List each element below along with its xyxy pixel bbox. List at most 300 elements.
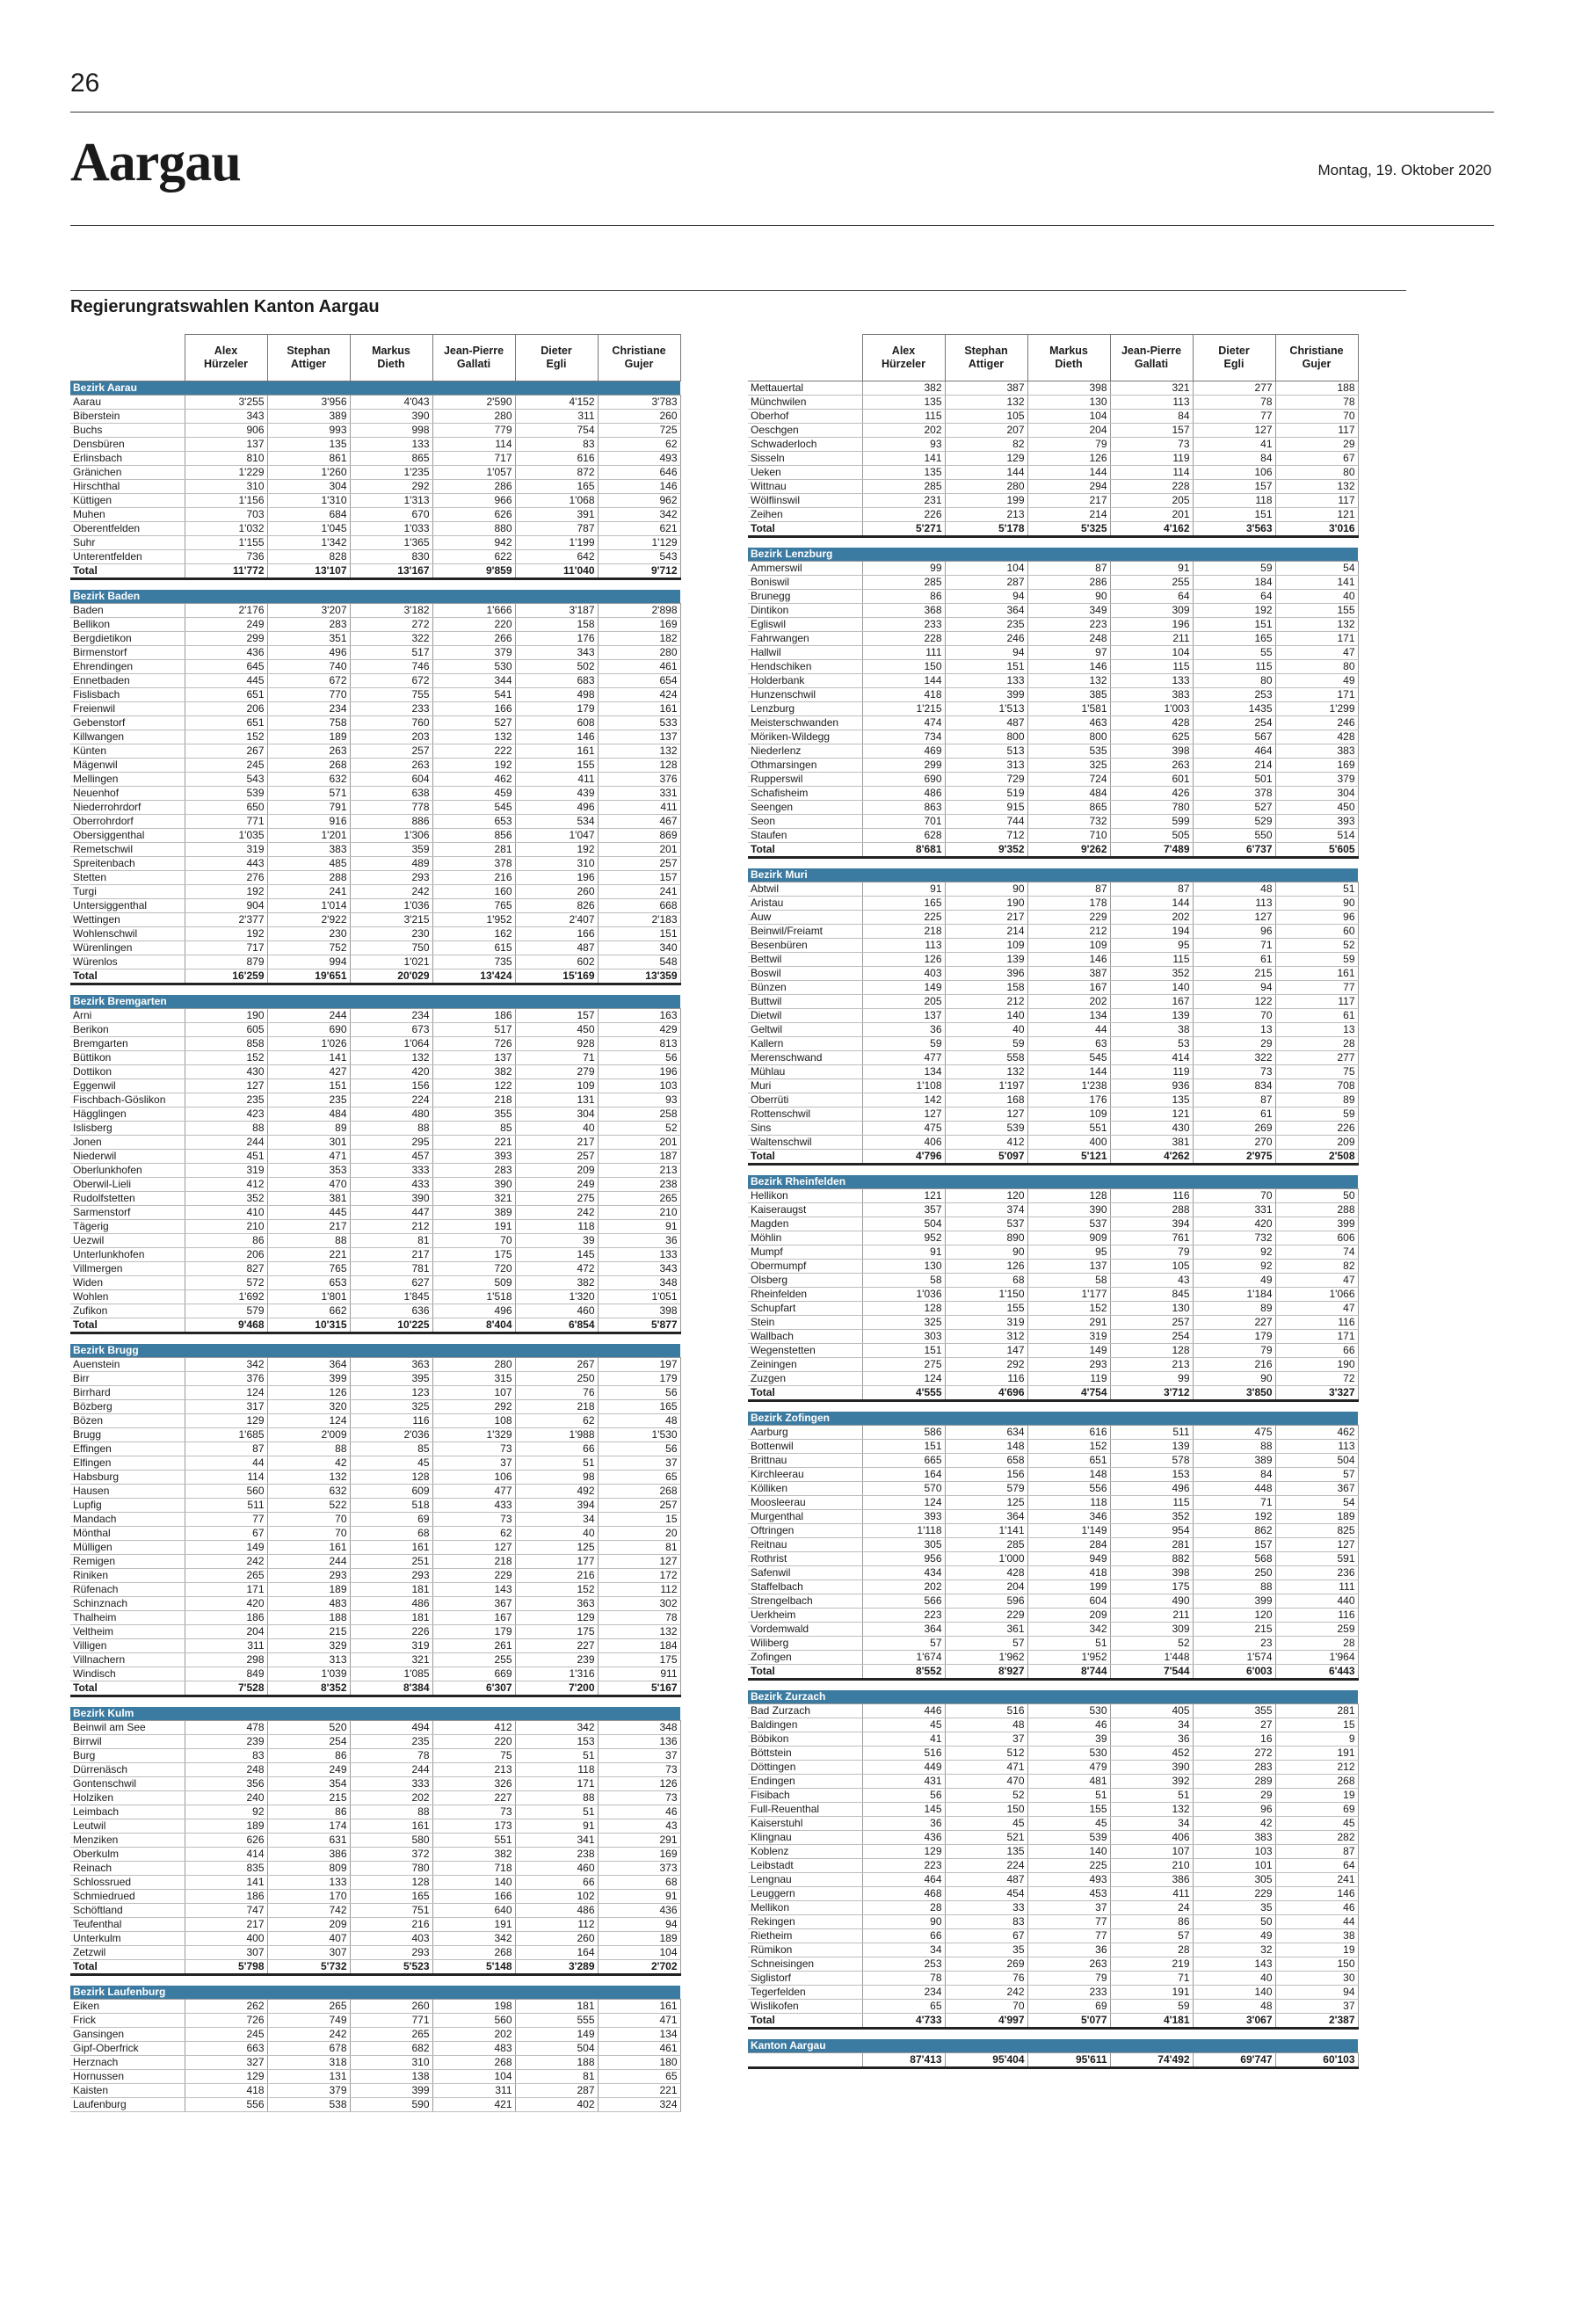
municipality-row <box>748 953 1358 967</box>
vote-count: 1'108 <box>862 1079 945 1093</box>
vote-count: 288 <box>1275 1203 1358 1217</box>
vote-count: 149 <box>515 2028 598 2042</box>
vote-count: 239 <box>185 1735 267 1749</box>
municipality-name: Uezwil <box>70 1234 185 1248</box>
vote-count: 160 <box>432 885 515 899</box>
vote-count: 91 <box>598 1890 680 1904</box>
municipality-name: Othmarsingen <box>748 759 862 773</box>
vote-count: 265 <box>598 1192 680 1206</box>
vote-count: 116 <box>1275 1316 1358 1330</box>
vote-count: 137 <box>1027 1260 1110 1274</box>
vote-count: 148 <box>1027 1468 1110 1482</box>
municipality-row <box>748 1260 1358 1274</box>
vote-count: 140 <box>1027 1845 1110 1859</box>
municipality-row <box>748 1454 1358 1468</box>
vote-count: 353 <box>267 1164 350 1178</box>
vote-count: 235 <box>185 1093 267 1108</box>
vote-count: 1'032 <box>185 522 267 536</box>
municipality-row <box>70 1164 680 1178</box>
vote-count: 1'238 <box>1027 1079 1110 1093</box>
vote-count: 87 <box>1110 882 1193 897</box>
vote-count: 517 <box>350 646 432 660</box>
vote-count: 303 <box>862 1330 945 1344</box>
municipality-name: Stein <box>748 1316 862 1330</box>
vote-count: 49 <box>1275 674 1358 688</box>
municipality-name: Siglistorf <box>748 1972 862 1986</box>
vote-count: 754 <box>515 424 598 438</box>
municipality-name: Küttigen <box>70 494 185 508</box>
vote-count: 2'407 <box>515 913 598 927</box>
municipality-name: Mellikon <box>748 1901 862 1915</box>
municipality-name: Obersiggenthal <box>70 829 185 843</box>
vote-count: 484 <box>1027 787 1110 801</box>
vote-count: 427 <box>267 1065 350 1079</box>
vote-count: 153 <box>515 1735 598 1749</box>
vote-count: 638 <box>350 787 432 801</box>
vote-count: 605 <box>185 1023 267 1037</box>
vote-count: 472 <box>515 1262 598 1276</box>
vote-count: 163 <box>598 1009 680 1023</box>
vote-count: 318 <box>267 2056 350 2070</box>
municipality-row <box>70 1290 680 1304</box>
vote-count: 82 <box>945 438 1027 452</box>
total-votes: 9'352 <box>945 843 1027 858</box>
municipality-row <box>70 466 680 480</box>
vote-count: 223 <box>862 1859 945 1873</box>
vote-count: 242 <box>350 885 432 899</box>
vote-count: 104 <box>945 562 1027 576</box>
vote-count: 752 <box>267 941 350 955</box>
municipality-row <box>748 1943 1358 1957</box>
vote-count: 551 <box>432 1834 515 1848</box>
vote-count: 246 <box>1275 716 1358 730</box>
vote-count: 1'036 <box>350 899 432 913</box>
vote-count: 85 <box>432 1122 515 1136</box>
vote-count: 342 <box>432 1932 515 1946</box>
municipality-name: Unterentfelden <box>70 550 185 564</box>
municipality-name: Seon <box>748 815 862 829</box>
vote-count: 148 <box>945 1440 1027 1454</box>
municipality-row <box>70 1414 680 1428</box>
vote-count: 712 <box>945 829 1027 843</box>
vote-count: 52 <box>1110 1637 1193 1651</box>
vote-count: 448 <box>1193 1482 1275 1496</box>
vote-count: 71 <box>1110 1972 1193 1986</box>
vote-count: 204 <box>945 1580 1027 1594</box>
municipality-name: Auw <box>748 911 862 925</box>
municipality-row <box>70 1234 680 1248</box>
vote-count: 143 <box>432 1583 515 1597</box>
municipality-row <box>748 1704 1358 1718</box>
vote-count: 178 <box>1027 897 1110 911</box>
vote-count: 189 <box>598 1932 680 1946</box>
vote-count: 151 <box>598 927 680 941</box>
vote-count: 333 <box>350 1777 432 1791</box>
municipality-row <box>748 1023 1358 1037</box>
candidate-header <box>1193 335 1275 381</box>
vote-count: 155 <box>945 1302 1027 1316</box>
vote-count: 501 <box>1193 773 1275 787</box>
vote-count: 591 <box>1275 1552 1358 1566</box>
total-row <box>748 2014 1358 2029</box>
vote-count: 257 <box>598 1499 680 1513</box>
vote-count: 51 <box>1110 1789 1193 1803</box>
vote-count: 504 <box>515 2042 598 2056</box>
total-votes: 3'016 <box>1275 522 1358 537</box>
vote-count: 590 <box>350 2098 432 2112</box>
municipality-row <box>70 1513 680 1527</box>
vote-count: 224 <box>350 1093 432 1108</box>
municipality-name: Gebenstorf <box>70 716 185 730</box>
vote-count: 299 <box>185 632 267 646</box>
vote-count: 59 <box>1275 953 1358 967</box>
municipality-row <box>748 1552 1358 1566</box>
municipality-name: Zuzgen <box>748 1372 862 1386</box>
municipality-name: Büttikon <box>70 1051 185 1065</box>
vote-count: 124 <box>862 1372 945 1386</box>
vote-count: 151 <box>1193 618 1275 632</box>
municipality-row <box>748 897 1358 911</box>
vote-count: 325 <box>350 1400 432 1414</box>
vote-count: 512 <box>945 1747 1027 1761</box>
vote-count: 718 <box>432 1862 515 1876</box>
municipality-row <box>748 829 1358 843</box>
vote-count: 703 <box>185 508 267 522</box>
vote-count: 186 <box>185 1890 267 1904</box>
total-votes: 4'733 <box>862 2014 945 2029</box>
vote-count: 61 <box>1193 953 1275 967</box>
municipality-name: Elfingen <box>70 1456 185 1471</box>
vote-count: 307 <box>185 1946 267 1960</box>
total-votes: 69'747 <box>1193 2053 1275 2068</box>
vote-count: 56 <box>598 1051 680 1065</box>
vote-count: 383 <box>1275 744 1358 759</box>
municipality-row <box>70 1555 680 1569</box>
vote-count: 710 <box>1027 829 1110 843</box>
vote-count: 771 <box>350 2014 432 2028</box>
municipality-row <box>70 1527 680 1541</box>
vote-count: 68 <box>350 1527 432 1541</box>
vote-count: 218 <box>862 925 945 939</box>
vote-count: 865 <box>350 452 432 466</box>
vote-count: 861 <box>267 452 350 466</box>
vote-count: 1'064 <box>350 1037 432 1051</box>
vote-count: 1'952 <box>1027 1651 1110 1665</box>
vote-count: 555 <box>515 2014 598 2028</box>
vote-count: 57 <box>1275 1468 1358 1482</box>
vote-count: 333 <box>350 1164 432 1178</box>
total-row <box>70 1681 680 1696</box>
vote-count: 217 <box>267 1220 350 1234</box>
municipality-row <box>70 899 680 913</box>
total-row <box>748 1386 1358 1401</box>
vote-count: 188 <box>267 1611 350 1625</box>
vote-count: 58 <box>1027 1274 1110 1288</box>
vote-count: 52 <box>598 1122 680 1136</box>
vote-count: 245 <box>185 2028 267 2042</box>
municipality-row <box>70 2028 680 2042</box>
municipality-name: Geltwil <box>748 1023 862 1037</box>
district-name: Kanton Aargau <box>748 2039 1358 2053</box>
vote-count: 169 <box>598 618 680 632</box>
vote-count: 781 <box>350 1262 432 1276</box>
vote-count: 272 <box>350 618 432 632</box>
municipality-name: Meisterschwanden <box>748 716 862 730</box>
municipality-row <box>70 1667 680 1681</box>
total-label: Total <box>70 564 185 579</box>
vote-count: 599 <box>1110 815 1193 829</box>
total-votes: 5'798 <box>185 1960 267 1975</box>
municipality-row <box>70 1946 680 1960</box>
vote-count: 684 <box>267 508 350 522</box>
district-header <box>748 548 1358 562</box>
municipality-row <box>70 716 680 730</box>
municipality-name: Klingnau <box>748 1831 862 1845</box>
vote-count: 579 <box>185 1304 267 1318</box>
vote-count: 169 <box>1275 759 1358 773</box>
vote-count: 88 <box>1193 1580 1275 1594</box>
vote-count: 770 <box>267 688 350 702</box>
candidate-header <box>862 335 945 381</box>
vote-count: 137 <box>862 1009 945 1023</box>
vote-count: 517 <box>432 1023 515 1037</box>
vote-count: 268 <box>598 1485 680 1499</box>
vote-count: 54 <box>1275 562 1358 576</box>
vote-count: 399 <box>350 2084 432 2098</box>
vote-count: 119 <box>1110 1065 1193 1079</box>
vote-count: 216 <box>1193 1358 1275 1372</box>
spacer-row <box>70 1333 680 1345</box>
municipality-row <box>748 2000 1358 2014</box>
vote-count: 486 <box>862 787 945 801</box>
vote-count: 225 <box>1027 1859 1110 1873</box>
vote-count: 217 <box>350 1248 432 1262</box>
vote-count: 462 <box>432 773 515 787</box>
municipality-name: Full-Reuenthal <box>748 1803 862 1817</box>
vote-count: 129 <box>185 2070 267 2084</box>
section-heading: Aargau <box>70 133 241 192</box>
vote-count: 90 <box>1193 1372 1275 1386</box>
total-votes: 11'772 <box>185 564 267 579</box>
vote-count: 38 <box>1275 1929 1358 1943</box>
municipality-name: Suhr <box>70 536 185 550</box>
vote-count: 114 <box>432 438 515 452</box>
total-votes: 7'200 <box>515 1681 598 1696</box>
vote-count: 452 <box>1110 1747 1193 1761</box>
vote-count: 176 <box>1027 1093 1110 1108</box>
vote-count: 49 <box>1193 1274 1275 1288</box>
vote-count: 315 <box>432 1372 515 1386</box>
vote-count: 962 <box>598 494 680 508</box>
vote-count: 235 <box>350 1735 432 1749</box>
vote-count: 470 <box>945 1775 1027 1789</box>
candidate-first-name: Dieter <box>541 345 572 357</box>
municipality-name: Wislikofen <box>748 2000 862 2014</box>
vote-count: 742 <box>267 1904 350 1918</box>
municipality-name: Gipf-Oberfrick <box>70 2042 185 2056</box>
vote-count: 467 <box>598 815 680 829</box>
vote-count: 192 <box>185 885 267 899</box>
municipality-row <box>748 1732 1358 1747</box>
municipality-name: Lenzburg <box>748 702 862 716</box>
vote-count: 192 <box>1193 1510 1275 1524</box>
vote-count: 104 <box>598 1946 680 1960</box>
vote-count: 382 <box>432 1848 515 1862</box>
vote-count: 357 <box>862 1203 945 1217</box>
vote-count: 133 <box>1110 674 1193 688</box>
vote-count: 952 <box>862 1231 945 1246</box>
vote-count: 1'003 <box>1110 702 1193 716</box>
vote-count: 141 <box>862 452 945 466</box>
vote-count: 80 <box>1275 660 1358 674</box>
vote-count: 277 <box>1275 1051 1358 1065</box>
vote-count: 41 <box>862 1732 945 1747</box>
vote-count: 108 <box>432 1414 515 1428</box>
vote-count: 284 <box>1027 1538 1110 1552</box>
vote-count: 632 <box>267 773 350 787</box>
vote-count: 310 <box>350 2056 432 2070</box>
total-votes: 5'077 <box>1027 2014 1110 2029</box>
spacer-row <box>748 858 1358 869</box>
vote-count: 161 <box>515 744 598 759</box>
total-votes: 6'737 <box>1193 843 1275 858</box>
vote-count: 383 <box>1110 688 1193 702</box>
total-votes: 2'508 <box>1275 1150 1358 1165</box>
vote-count: 51 <box>1027 1789 1110 1803</box>
vote-count: 265 <box>185 1569 267 1583</box>
vote-count: 86 <box>185 1234 267 1248</box>
candidate-header-row <box>748 335 1358 381</box>
total-votes: 5'523 <box>350 1960 432 1975</box>
vote-count: 213 <box>432 1763 515 1777</box>
vote-count: 249 <box>515 1178 598 1192</box>
vote-count: 260 <box>350 2000 432 2014</box>
vote-count: 936 <box>1110 1079 1193 1093</box>
vote-count: 167 <box>1110 995 1193 1009</box>
vote-count: 72 <box>1275 1372 1358 1386</box>
municipality-row <box>70 1358 680 1372</box>
vote-count: 77 <box>1027 1929 1110 1943</box>
vote-count: 225 <box>862 911 945 925</box>
vote-count: 181 <box>350 1583 432 1597</box>
vote-count: 490 <box>1110 1594 1193 1609</box>
vote-count: 382 <box>432 1065 515 1079</box>
candidate-header <box>945 335 1027 381</box>
vote-count: 423 <box>185 1108 267 1122</box>
vote-count: 157 <box>1110 424 1193 438</box>
vote-count: 3'182 <box>350 604 432 618</box>
vote-count: 61 <box>1193 1108 1275 1122</box>
vote-count: 78 <box>1193 396 1275 410</box>
municipality-name: Unterlunkhofen <box>70 1248 185 1262</box>
vote-count: 443 <box>185 857 267 871</box>
vote-count: 329 <box>267 1639 350 1653</box>
vote-count: 911 <box>598 1667 680 1681</box>
vote-count: 229 <box>1193 1887 1275 1901</box>
municipality-name: Leutwil <box>70 1819 185 1834</box>
vote-count: 117 <box>1275 424 1358 438</box>
municipality-row <box>748 480 1358 494</box>
vote-count: 113 <box>1193 897 1275 911</box>
vote-count: 78 <box>350 1749 432 1763</box>
vote-count: 57 <box>1110 1929 1193 1943</box>
vote-count: 2'590 <box>432 396 515 410</box>
vote-count: 66 <box>515 1442 598 1456</box>
vote-count: 566 <box>862 1594 945 1609</box>
candidate-first-name: Jean-Pierre <box>1121 345 1182 357</box>
vote-count: 79 <box>1193 1344 1275 1358</box>
vote-count: 285 <box>862 480 945 494</box>
vote-count: 244 <box>267 1555 350 1569</box>
municipality-name: Oberkulm <box>70 1848 185 1862</box>
vote-count: 1'197 <box>945 1079 1027 1093</box>
vote-count: 202 <box>862 424 945 438</box>
vote-count: 1'513 <box>945 702 1027 716</box>
candidate-last-name: Gallati <box>1134 358 1169 370</box>
vote-count: 431 <box>862 1775 945 1789</box>
vote-count: 201 <box>598 843 680 857</box>
vote-count: 420 <box>1193 1217 1275 1231</box>
vote-count: 214 <box>945 925 1027 939</box>
municipality-row <box>748 787 1358 801</box>
vote-count: 354 <box>267 1777 350 1791</box>
vote-count: 886 <box>350 815 432 829</box>
vote-count: 258 <box>598 1108 680 1122</box>
municipality-row <box>70 424 680 438</box>
vote-count: 47 <box>1275 1302 1358 1316</box>
municipality-row <box>748 381 1358 396</box>
total-votes: 4'754 <box>1027 1386 1110 1401</box>
vote-count: 253 <box>862 1957 945 1972</box>
municipality-name: Beinwil/Freiamt <box>748 925 862 939</box>
vote-count: 201 <box>1110 508 1193 522</box>
municipality-name: Sarmenstorf <box>70 1206 185 1220</box>
municipality-row <box>748 1246 1358 1260</box>
total-votes: 2'387 <box>1275 2014 1358 2029</box>
municipality-name: Schlossrued <box>70 1876 185 1890</box>
vote-count: 202 <box>1027 995 1110 1009</box>
total-row <box>748 843 1358 858</box>
total-votes: 8'384 <box>350 1681 432 1696</box>
vote-count: 212 <box>945 995 1027 1009</box>
vote-count: 810 <box>185 452 267 466</box>
vote-count: 116 <box>1275 1609 1358 1623</box>
vote-count: 135 <box>862 466 945 480</box>
municipality-row <box>748 1051 1358 1065</box>
municipality-name: Murgenthal <box>748 1510 862 1524</box>
vote-count: 418 <box>862 688 945 702</box>
municipality-row <box>748 730 1358 744</box>
total-votes: 10'315 <box>267 1318 350 1333</box>
vote-count: 459 <box>432 787 515 801</box>
vote-count: 622 <box>432 550 515 564</box>
vote-count: 994 <box>267 955 350 970</box>
vote-count: 181 <box>350 1611 432 1625</box>
vote-count: 389 <box>432 1206 515 1220</box>
municipality-row <box>70 1569 680 1583</box>
vote-count: 288 <box>1110 1203 1193 1217</box>
total-votes: 13'359 <box>598 970 680 984</box>
municipality-row <box>748 716 1358 730</box>
vote-count: 1'141 <box>945 1524 1027 1538</box>
vote-count: 1'000 <box>945 1552 1027 1566</box>
results-table-left <box>70 334 681 2112</box>
vote-count: 1'201 <box>267 829 350 843</box>
vote-count: 374 <box>945 1203 1027 1217</box>
vote-count: 124 <box>185 1386 267 1400</box>
municipality-row <box>748 1538 1358 1552</box>
vote-count: 383 <box>267 843 350 857</box>
